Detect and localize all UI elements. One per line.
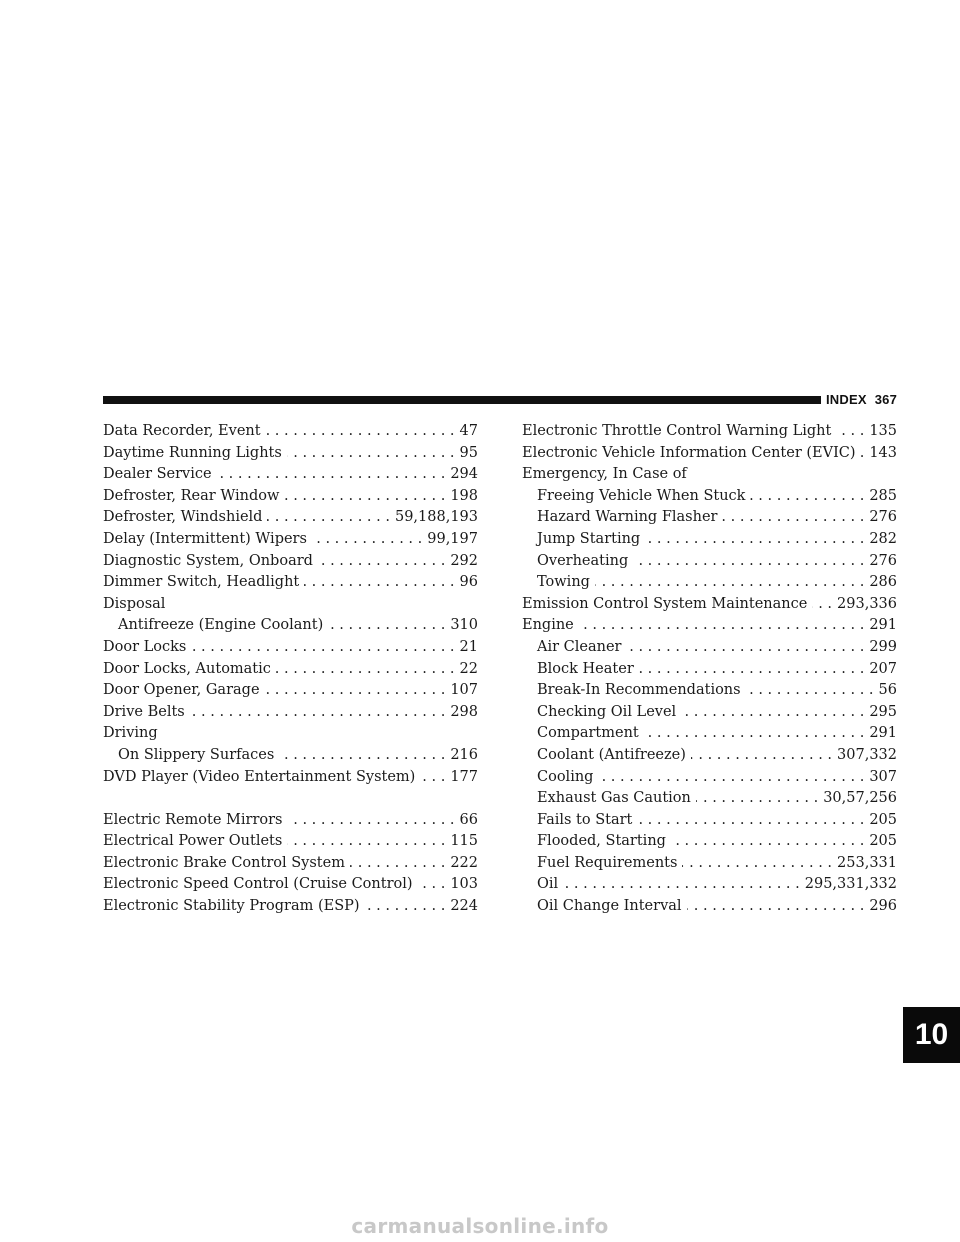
index-page-refs: 253,331 <box>837 854 897 871</box>
index-page-refs: 216 <box>450 746 478 763</box>
index-subentry <box>103 745 478 767</box>
dot-leader <box>328 615 445 637</box>
index-subentry <box>522 874 897 896</box>
dot-leader <box>595 572 864 594</box>
page-number: 367 <box>874 392 898 407</box>
dot-leader <box>639 659 865 681</box>
dot-leader <box>691 745 832 767</box>
index-entry <box>103 853 478 875</box>
index-subentry <box>522 810 897 832</box>
index-page-refs: 135 <box>869 423 897 439</box>
index-label: Door Opener, Garage <box>103 682 260 699</box>
index-entry <box>103 831 478 853</box>
index-page-refs: 286 <box>869 574 897 591</box>
index-label: Emergency, In Case of <box>522 466 687 483</box>
index-entry <box>103 486 478 508</box>
dot-leader <box>696 788 818 810</box>
index-label: Data Recorder, Event <box>103 423 261 439</box>
dot-leader <box>318 551 445 573</box>
index-label: Exhaust Gas Caution <box>537 790 691 807</box>
index-label: Electronic Throttle Control Warning Light <box>522 423 832 439</box>
watermark: carmanualsonline.info <box>351 1214 609 1238</box>
index-label: Cooling <box>537 768 594 785</box>
index-entry <box>103 702 478 724</box>
index-page-refs: 205 <box>869 833 897 850</box>
index-entry <box>522 421 897 443</box>
index-label: Electrical Power Outlets <box>103 833 283 850</box>
dot-leader <box>746 680 874 702</box>
index-page-refs: 207 <box>869 660 897 677</box>
index-page-refs: 56 <box>878 682 897 699</box>
index-page-refs: 292 <box>450 552 478 569</box>
index-label: Coolant (Antifreeze) <box>537 746 686 763</box>
index-subentry <box>522 702 897 724</box>
dot-leader <box>365 896 446 918</box>
index-subentry <box>522 486 897 508</box>
dot-leader <box>420 767 445 789</box>
dot-leader <box>288 810 455 832</box>
index-label: Defroster, Windshield <box>103 509 263 526</box>
index-label: Towing <box>537 574 590 591</box>
dot-leader <box>191 637 454 659</box>
index-entry <box>103 680 478 702</box>
index-label: Disposal <box>103 595 166 612</box>
index-column-right <box>522 421 897 918</box>
index-spacer <box>103 788 478 810</box>
index-label: Overheating <box>537 552 629 569</box>
index-label: Break-In Recommendations <box>537 682 741 699</box>
index-label: Fuel Requirements <box>537 854 678 871</box>
index-page-refs: 307 <box>869 768 897 785</box>
index-page-refs: 47 <box>459 423 478 439</box>
index-page-refs: 291 <box>869 617 897 634</box>
index-subentry <box>522 637 897 659</box>
index-page-refs: 95 <box>459 444 478 461</box>
index-page-refs: 107 <box>450 682 478 699</box>
index-label: Electronic Speed Control (Cruise Control) <box>103 876 413 893</box>
index-entry <box>103 443 478 465</box>
index-page-refs: 96 <box>459 574 478 591</box>
index-label: Electronic Stability Program (ESP) <box>103 898 360 915</box>
index-page-refs: 285 <box>869 487 897 504</box>
index-entry <box>522 615 897 637</box>
index-label: Jump Starting <box>537 530 641 547</box>
dot-leader <box>812 594 832 616</box>
index-entry <box>103 529 478 551</box>
header-title: INDEX <box>826 392 867 407</box>
index-page-refs: 198 <box>450 487 478 504</box>
index-label: Air Cleaner <box>537 638 622 655</box>
dot-leader <box>682 853 832 875</box>
index-label: Dealer Service <box>103 466 212 483</box>
index-heading <box>103 594 478 616</box>
index-label: Checking Oil Level <box>537 703 677 720</box>
index-page-refs: 143 <box>869 444 897 461</box>
dot-leader <box>287 831 445 853</box>
index-label: On Slippery Surfaces <box>118 746 275 763</box>
index-page-refs: 103 <box>450 876 478 893</box>
dot-leader <box>645 529 864 551</box>
index-subentry <box>522 831 897 853</box>
index-page-refs: 295 <box>869 703 897 720</box>
index-entry <box>103 507 478 529</box>
index-label: Electronic Brake Control System <box>103 854 345 871</box>
index-entry <box>103 767 478 789</box>
index-page-refs: 99,197 <box>427 530 478 547</box>
index-page-refs: 22 <box>459 660 478 677</box>
index-label: Electronic Vehicle Information Center (EVIC) <box>522 444 856 461</box>
dot-leader <box>312 529 422 551</box>
index-entry <box>103 896 478 918</box>
index-entry <box>103 464 478 486</box>
index-page-refs: 224 <box>450 898 478 915</box>
index-subentry <box>522 745 897 767</box>
index-label: Emission Control System Maintenance <box>522 595 808 612</box>
dot-leader <box>418 874 446 896</box>
dot-leader <box>598 767 864 789</box>
dot-leader <box>687 896 865 918</box>
dot-leader <box>287 443 455 465</box>
index-label: Delay (Intermittent) Wipers <box>103 530 307 547</box>
index-page-refs: 295,331,332 <box>804 876 897 893</box>
index-entry <box>522 594 897 616</box>
index-page-refs: 291 <box>869 725 897 742</box>
index-label: Block Heater <box>537 660 634 677</box>
index-label: Oil Change Interval <box>537 898 682 915</box>
dot-leader <box>626 637 864 659</box>
dot-leader <box>681 702 864 724</box>
dot-leader <box>304 572 454 594</box>
dot-leader <box>265 680 446 702</box>
index-subentry <box>522 680 897 702</box>
index-subentry <box>522 853 897 875</box>
index-page-refs: 310 <box>450 617 478 634</box>
dot-leader <box>671 831 864 853</box>
index-page-refs: 21 <box>459 638 478 655</box>
index-heading <box>522 464 897 486</box>
index-subentry <box>522 507 897 529</box>
index-page-refs: 299 <box>869 638 897 655</box>
index-column-left <box>103 421 478 918</box>
index-label: Dimmer Switch, Headlight <box>103 574 300 591</box>
dot-leader <box>722 507 864 529</box>
header-rule <box>103 396 821 404</box>
index-label: Engine <box>522 617 574 634</box>
index-label: DVD Player (Video Entertainment System) <box>103 768 416 785</box>
index-page-refs: 276 <box>869 552 897 569</box>
index-label: Flooded, Starting <box>537 833 666 850</box>
index-page-refs: 66 <box>459 811 478 828</box>
index-entry <box>103 421 478 443</box>
index-label: Fails to Start <box>537 811 633 828</box>
dot-leader <box>276 659 455 681</box>
dot-leader <box>563 874 800 896</box>
index-page-refs: 294 <box>450 466 478 483</box>
index-heading <box>103 723 478 745</box>
index-entry <box>522 443 897 465</box>
dot-leader <box>190 702 446 724</box>
index-subentry <box>522 572 897 594</box>
index-subentry <box>522 723 897 745</box>
dot-leader <box>350 853 445 875</box>
index-label: Diagnostic System, Onboard <box>103 552 313 569</box>
index-label: Freeing Vehicle When Stuck <box>537 487 746 504</box>
index-page-refs: 276 <box>869 509 897 526</box>
index-entry <box>103 637 478 659</box>
index-label: Compartment <box>537 725 639 742</box>
dot-leader <box>637 810 864 832</box>
index-label: Door Locks, Automatic <box>103 660 271 677</box>
dot-leader <box>279 745 445 767</box>
index-subentry <box>522 896 897 918</box>
index-entry <box>103 551 478 573</box>
index-subentry <box>522 529 897 551</box>
index-page-refs: 293,336 <box>837 595 897 612</box>
dot-leader <box>217 464 446 486</box>
dot-leader <box>267 507 390 529</box>
dot-leader <box>750 486 864 508</box>
index-label: Door Locks <box>103 638 187 655</box>
dot-leader <box>836 421 864 443</box>
index-page-refs: 282 <box>869 530 897 547</box>
index-subentry <box>103 615 478 637</box>
chapter-tab: 10 <box>903 1007 960 1063</box>
index-label: Drive Belts <box>103 703 185 720</box>
index-page-refs: 205 <box>869 811 897 828</box>
running-header <box>826 391 897 409</box>
index-page-refs: 296 <box>869 898 897 915</box>
index-page-refs: 177 <box>450 768 478 785</box>
index-label: Hazard Warning Flasher <box>537 509 718 526</box>
index-label: Defroster, Rear Window <box>103 487 280 504</box>
index-entry <box>103 810 478 832</box>
index-subentry <box>522 551 897 573</box>
index-page-refs: 115 <box>450 833 478 850</box>
dot-leader <box>861 443 865 465</box>
dot-leader <box>266 421 455 443</box>
index-label: Oil <box>537 876 559 893</box>
index-label: Driving <box>103 725 158 742</box>
index-page-refs: 298 <box>450 703 478 720</box>
index-page-refs: 222 <box>450 854 478 871</box>
index-label: Antifreeze (Engine Coolant) <box>118 617 324 634</box>
index-label: Daytime Running Lights <box>103 444 282 461</box>
index-subentry <box>522 767 897 789</box>
dot-leader <box>579 615 865 637</box>
index-page-refs: 307,332 <box>837 746 897 763</box>
index-entry <box>103 572 478 594</box>
index-label: Electric Remote Mirrors <box>103 811 283 828</box>
index-page-refs: 59,188,193 <box>394 509 478 526</box>
dot-leader <box>644 723 865 745</box>
index-entry <box>103 874 478 896</box>
index-subentry <box>522 788 897 810</box>
index-entry <box>103 659 478 681</box>
index-page-refs: 30,57,256 <box>823 790 897 807</box>
dot-leader <box>633 551 864 573</box>
index-subentry <box>522 659 897 681</box>
dot-leader <box>284 486 445 508</box>
